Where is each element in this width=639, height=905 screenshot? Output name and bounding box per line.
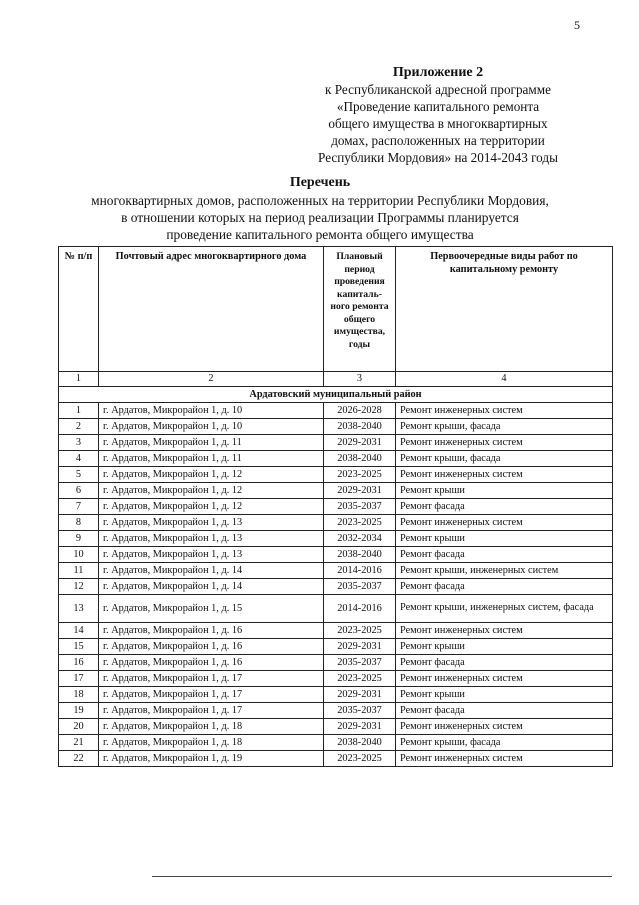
row-works: Ремонт фасада (396, 655, 613, 671)
row-period: 2038-2040 (324, 451, 396, 467)
column-number-row (59, 372, 613, 387)
row-period: 2026-2028 (324, 403, 396, 419)
table-row (59, 403, 613, 419)
row-address: г. Ардатов, Микрорайон 1, д. 19 (99, 751, 324, 767)
table-row (59, 547, 613, 563)
row-address: г. Ардатов, Микрорайон 1, д. 17 (99, 687, 324, 703)
row-period: 2029-2031 (324, 483, 396, 499)
list-title: Перечень (289, 175, 351, 190)
row-period: 2038-2040 (324, 735, 396, 751)
table-row (59, 563, 613, 579)
row-number: 18 (59, 687, 99, 703)
table-row (59, 719, 613, 735)
appendix-block (258, 64, 618, 166)
list-heading (20, 174, 620, 243)
row-address: г. Ардатов, Микрорайон 1, д. 18 (99, 735, 324, 751)
table-row (59, 579, 613, 595)
row-number: 2 (59, 419, 99, 435)
list-heading-line: проведение капитального ремонта общего имущества (166, 227, 474, 242)
appendix-line: Республики Мордовия» на 2014-2043 годы (318, 150, 558, 165)
row-period: 2035-2037 (324, 655, 396, 671)
row-number: 12 (59, 579, 99, 595)
table-row (59, 623, 613, 639)
row-number: 16 (59, 655, 99, 671)
row-period: 2014-2016 (324, 563, 396, 579)
row-number: 6 (59, 483, 99, 499)
row-period: 2023-2025 (324, 751, 396, 767)
row-period: 2038-2040 (324, 547, 396, 563)
row-address: г. Ардатов, Микрорайон 1, д. 13 (99, 515, 324, 531)
row-works: Ремонт фасада (396, 499, 613, 515)
row-number: 14 (59, 623, 99, 639)
row-works: Ремонт инженерных систем (396, 719, 613, 735)
row-address: г. Ардатов, Микрорайон 1, д. 14 (99, 563, 324, 579)
row-works: Ремонт крыши, фасада (396, 419, 613, 435)
row-works: Ремонт инженерных систем (396, 671, 613, 687)
row-works: Ремонт крыши (396, 687, 613, 703)
table-row (59, 419, 613, 435)
table-row (59, 515, 613, 531)
row-address: г. Ардатов, Микрорайон 1, д. 16 (99, 623, 324, 639)
row-address: г. Ардатов, Микрорайон 1, д. 17 (99, 703, 324, 719)
row-period: 2038-2040 (324, 419, 396, 435)
row-number: 21 (59, 735, 99, 751)
row-period: 2035-2037 (324, 579, 396, 595)
row-works: Ремонт крыши (396, 639, 613, 655)
table-row (59, 499, 613, 515)
row-period: 2029-2031 (324, 435, 396, 451)
row-period: 2029-2031 (324, 687, 396, 703)
row-period: 2035-2037 (324, 703, 396, 719)
table-row (59, 703, 613, 719)
row-address: г. Ардатов, Микрорайон 1, д. 12 (99, 467, 324, 483)
table-row (59, 639, 613, 655)
bottom-rule (152, 876, 612, 877)
row-number: 9 (59, 531, 99, 547)
row-address: г. Ардатов, Микрорайон 1, д. 16 (99, 655, 324, 671)
row-address: г. Ардатов, Микрорайон 1, д. 13 (99, 531, 324, 547)
table-row (59, 655, 613, 671)
table-row (59, 671, 613, 687)
table-row (59, 595, 613, 623)
row-period: 2029-2031 (324, 719, 396, 735)
row-number: 4 (59, 451, 99, 467)
row-works: Ремонт фасада (396, 579, 613, 595)
row-number: 11 (59, 563, 99, 579)
row-address: г. Ардатов, Микрорайон 1, д. 11 (99, 435, 324, 451)
row-number: 7 (59, 499, 99, 515)
column-number: 3 (324, 372, 396, 387)
row-number: 5 (59, 467, 99, 483)
column-number: 2 (99, 372, 324, 387)
header-period: Плановый период проведения капиталь-ного ремонта общего имущества, годы (324, 247, 396, 372)
row-number: 22 (59, 751, 99, 767)
row-works: Ремонт инженерных систем (396, 403, 613, 419)
row-works: Ремонт крыши, инженерных систем, фасада (396, 595, 613, 623)
row-works: Ремонт крыши (396, 483, 613, 499)
row-number: 17 (59, 671, 99, 687)
page-number: 5 (574, 18, 580, 32)
appendix-line: общего имущества в многоквартирных (328, 116, 548, 131)
header-num: № п/п (59, 247, 99, 372)
appendix-line: домах, расположенных на территории (331, 133, 545, 148)
row-works: Ремонт инженерных систем (396, 435, 613, 451)
row-address: г. Ардатов, Микрорайон 1, д. 18 (99, 719, 324, 735)
appendix-line: «Проведение капитального ремонта (336, 99, 540, 114)
row-period: 2023-2025 (324, 671, 396, 687)
row-period: 2032-2034 (324, 531, 396, 547)
table-row (59, 435, 613, 451)
houses-table (58, 246, 613, 767)
row-period: 2023-2025 (324, 623, 396, 639)
table-row (59, 467, 613, 483)
row-works: Ремонт фасада (396, 703, 613, 719)
row-works: Ремонт фасада (396, 547, 613, 563)
row-period: 2023-2025 (324, 515, 396, 531)
table-row (59, 687, 613, 703)
list-heading-line: в отношении которых на период реализации Программы планируется (121, 210, 519, 225)
header-address: Почтовый адрес многоквартирного дома (99, 247, 324, 372)
table-header-row (59, 247, 613, 372)
row-number: 8 (59, 515, 99, 531)
list-heading-line: многоквартирных домов, расположенных на территории Республики Мордовия, (91, 193, 549, 208)
row-number: 20 (59, 719, 99, 735)
row-number: 1 (59, 403, 99, 419)
row-address: г. Ардатов, Микрорайон 1, д. 14 (99, 579, 324, 595)
table-row (59, 451, 613, 467)
row-works: Ремонт инженерных систем (396, 623, 613, 639)
row-works: Ремонт крыши (396, 531, 613, 547)
district-name: Ардатовский муниципальный район (59, 387, 613, 403)
row-works: Ремонт инженерных систем (396, 751, 613, 767)
column-number: 4 (396, 372, 613, 387)
table-row (59, 735, 613, 751)
row-period: 2029-2031 (324, 639, 396, 655)
row-works: Ремонт крыши, инженерных систем (396, 563, 613, 579)
row-period: 2023-2025 (324, 467, 396, 483)
row-address: г. Ардатов, Микрорайон 1, д. 11 (99, 451, 324, 467)
row-address: г. Ардатов, Микрорайон 1, д. 17 (99, 671, 324, 687)
row-address: г. Ардатов, Микрорайон 1, д. 12 (99, 499, 324, 515)
row-number: 13 (59, 595, 99, 623)
column-number: 1 (59, 372, 99, 387)
row-works: Ремонт крыши, фасада (396, 451, 613, 467)
row-address: г. Ардатов, Микрорайон 1, д. 12 (99, 483, 324, 499)
row-address: г. Ардатов, Микрорайон 1, д. 10 (99, 403, 324, 419)
appendix-line: к Республиканской адресной программе (325, 82, 551, 97)
header-works: Первоочередные виды работ по капитальному ремонту (396, 247, 613, 372)
row-period: 2014-2016 (324, 595, 396, 623)
row-number: 3 (59, 435, 99, 451)
appendix-title: Приложение 2 (392, 65, 484, 80)
district-row (59, 387, 613, 403)
row-address: г. Ардатов, Микрорайон 1, д. 16 (99, 639, 324, 655)
table-row (59, 483, 613, 499)
row-address: г. Ардатов, Микрорайон 1, д. 15 (99, 595, 324, 623)
row-works: Ремонт инженерных систем (396, 467, 613, 483)
row-works: Ремонт инженерных систем (396, 515, 613, 531)
row-period: 2035-2037 (324, 499, 396, 515)
table-row (59, 531, 613, 547)
table-row (59, 751, 613, 767)
row-number: 10 (59, 547, 99, 563)
row-address: г. Ардатов, Микрорайон 1, д. 10 (99, 419, 324, 435)
row-address: г. Ардатов, Микрорайон 1, д. 13 (99, 547, 324, 563)
row-works: Ремонт крыши, фасада (396, 735, 613, 751)
row-number: 19 (59, 703, 99, 719)
row-number: 15 (59, 639, 99, 655)
